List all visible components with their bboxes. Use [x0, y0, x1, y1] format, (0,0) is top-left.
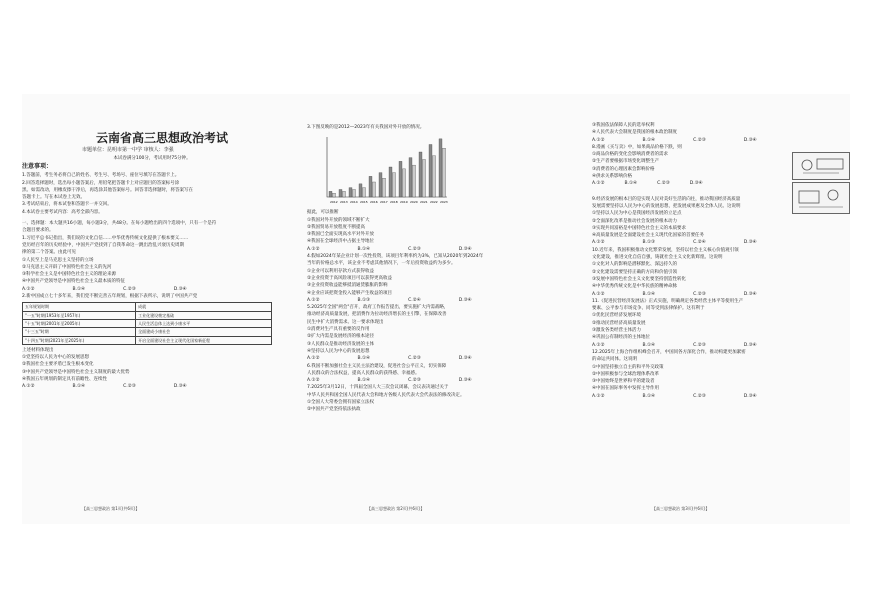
- option: D.③④: [458, 246, 472, 252]
- option: B.①④: [357, 246, 371, 252]
- option: B.①④: [642, 342, 656, 348]
- table-row: [23, 328, 272, 336]
- chart-bar: [423, 160, 426, 198]
- section-heading: 一、选择题：本大题共16小题，每小题3分，共48分。在每小题给出的四个选项中，只有一个是符: [22, 221, 217, 227]
- question-line: ②扩大内需是发展经济的根本途径: [307, 334, 375, 340]
- exam-title: 云南省高三思想政治考试: [95, 131, 228, 145]
- option: B.①④: [357, 356, 371, 362]
- option: D.③④: [173, 384, 187, 390]
- chart-bar: [359, 184, 362, 197]
- question-line: ①优化民营经济发展环境: [592, 313, 642, 319]
- table-header: 成就: [136, 303, 272, 311]
- question-line: ④中国在国际事务中发挥主导作用: [592, 386, 660, 392]
- question-line: ③激发各类经营主体活力: [592, 328, 642, 334]
- chart-bar: [329, 192, 332, 198]
- option: D.③④: [458, 356, 472, 362]
- question-line: ①文化对人的影响是潜移默化、深远持久的: [592, 262, 678, 268]
- option: A.①②: [22, 286, 35, 292]
- answer-options: [592, 393, 850, 400]
- question-line: 7.2025年3月12日，十四届全国人大三次会议闭幕，会议表决通过关于: [307, 385, 449, 391]
- option: D.③④: [689, 181, 703, 187]
- chart-bar: [403, 169, 406, 197]
- answer-options: [307, 355, 569, 362]
- question-3: 3.下图反映的是2012—2023年有关我国对外开放的情况。: [307, 125, 425, 130]
- option: C.②④: [693, 240, 706, 246]
- option: C.②③: [408, 356, 421, 362]
- question-5: [307, 304, 569, 362]
- question-line: ②中国共产党坚持依法执政: [307, 407, 361, 413]
- chart-bar: [433, 156, 436, 197]
- option: B.①④: [624, 181, 638, 187]
- chart-tick-label: 2012: [330, 200, 338, 205]
- chart-bar: [413, 165, 416, 197]
- chart-bar: [379, 173, 382, 197]
- option: C.②③: [408, 246, 421, 252]
- question-line: ②企业投资于高风险项目可以获得更高收益: [307, 275, 393, 281]
- question-line: 8.漫画《买与卖》中，如果商品价格下跌，则: [592, 144, 682, 150]
- option: D.③④: [173, 286, 187, 292]
- table-cell: 全面建成小康社会: [136, 328, 272, 336]
- notice-item: 2.回答选择题时，选出每小题答案后，用铅笔把答题卡上对应题目的答案标号涂: [22, 180, 180, 186]
- question-line: ③我国依法保障人民的选举权利: [592, 123, 655, 128]
- section-heading-cont: 合题目要求的。: [22, 228, 54, 234]
- option: A.①②: [592, 393, 605, 399]
- page-footer: 【高三思想政治 第2页(共6页)】: [367, 506, 425, 511]
- table-cell: 人民生活总体上达到小康水平: [136, 319, 272, 327]
- chart-bar: [373, 182, 376, 197]
- question-line: 民生中扩大消费需求。这一要求体现出: [307, 319, 384, 325]
- column-1: [22, 94, 282, 391]
- option: B.①④: [72, 384, 86, 390]
- question-line: ③中国始终是世界和平的建设者: [592, 379, 655, 385]
- question-line: 党历经百年的历史经验中，中国共产党找到了自我革命这一跳出治乱兴衰历史周期: [22, 242, 184, 248]
- option: C.②③: [123, 384, 136, 390]
- option: C.②③: [657, 181, 670, 187]
- table-row: [23, 336, 272, 344]
- comic-panel-2: [792, 182, 850, 214]
- answer-options: [592, 342, 850, 349]
- question-line: ④中华优秀传统文化是中华民族的精神命脉: [592, 284, 678, 290]
- option: D.③④: [743, 137, 757, 143]
- question-line: 9.经济发展的根本目的是实现人民对美好生活的向往，推动我国经济高质量: [592, 196, 741, 202]
- option: A.①②: [592, 181, 605, 187]
- table-row: [23, 311, 272, 319]
- question-line: 推动经济高质量发展，把消费作为拉动经济增长的主引擎，在保障改善: [307, 312, 447, 318]
- chart-tick-label: 2017: [380, 200, 388, 205]
- chart-bar: [343, 192, 346, 198]
- question-line: ②全面深化改革是推动社会发展的根本动力: [592, 218, 678, 224]
- option: A.①②: [592, 342, 605, 348]
- question-line: ①人民至上是马克思主义坚持的立场: [22, 257, 94, 263]
- page-footer: 【高三思想政治 第3页(共6页)】: [652, 506, 710, 511]
- chart-tick-label: 2016: [370, 200, 378, 205]
- question-line: 4.假如2024年某企业计划一次性投资，该项目年利率约为3%，已知从2020年到2024年: [307, 254, 484, 260]
- bar-chart: [317, 133, 487, 207]
- question-1: [22, 235, 282, 293]
- chart-bar: [393, 173, 396, 197]
- page-footer: 【高三思想政治 第1页(共6页)】: [82, 506, 140, 511]
- option: D.③④: [743, 240, 757, 246]
- question-line: ④我国在全球经济中占据主导地位: [307, 239, 375, 245]
- answer-options: [592, 291, 850, 298]
- exam-page: [22, 94, 850, 524]
- question-line: ①全国人大常委会拥有国家立法权: [307, 400, 375, 406]
- question-line: 11.《促进民营经济发展法》正式实施，明确规定各类经营主体平等使用生产: [592, 298, 744, 304]
- chart-tick-label: 2015: [360, 200, 368, 205]
- question-line: ③我国已全面实现高水平对外开放: [307, 232, 375, 238]
- option: C.②④: [408, 297, 421, 303]
- question-2: [22, 293, 282, 391]
- question-line: ②中国积极参与全球治理体系改革: [592, 371, 660, 377]
- option: C.②③: [693, 393, 706, 399]
- table-cell: "十四五"时期(2021年至2025年): [23, 336, 136, 344]
- option: B.①④: [72, 286, 86, 292]
- chart-tick-label: 2023: [440, 200, 448, 205]
- answer-options: [307, 377, 569, 384]
- question-line: ①坚持以人民为中心是我国经济发展的立足点: [592, 211, 682, 217]
- chart-tick-label: 2019: [400, 200, 408, 205]
- chart-bar: [409, 158, 412, 197]
- option: D.③④: [458, 378, 472, 384]
- question-12: [592, 349, 850, 400]
- chart-tick-label: 2013: [340, 200, 348, 205]
- chart-bar: [399, 162, 402, 198]
- question-line: ③消费者的心理因素会影响价格: [592, 166, 655, 172]
- notice-item: 1.答题前，考生务必将自己的姓名、考生号、考场号、座位号填写在答题卡上。: [22, 173, 180, 179]
- question-line: ④我国五年规划的制定具有前瞻性、连续性: [22, 377, 108, 383]
- question-line: 5.2025年全国"两会"召开，政府工作报告提出，要实施扩大内需战略，: [307, 305, 449, 311]
- option: B.①④: [642, 393, 656, 399]
- answer-options: [307, 297, 569, 304]
- comic-panel-1: [792, 152, 850, 180]
- chart-bar: [349, 188, 352, 197]
- question-10: [592, 247, 850, 298]
- question-7: [307, 384, 569, 413]
- question-line: ④企业应该把资金投入能够产生收益的项目: [307, 290, 393, 296]
- answer-options: [22, 383, 282, 390]
- table-row: [23, 303, 272, 311]
- question-line: ②马克思主义开辟了中国特色社会主义的先河: [22, 264, 112, 270]
- question-line: 中华人民共和国全国人民代表大会和地方各级人民代表大会代表法的修改决定。: [307, 392, 465, 398]
- option: C.②③: [693, 291, 706, 297]
- question-line: ④高质量发展是全面建设社会主义现代化国家的首要任务: [592, 233, 705, 239]
- option: C.②③: [693, 137, 706, 143]
- table-cell: 工业化建设奠定基础: [136, 311, 272, 319]
- option: A.①②: [592, 291, 605, 297]
- question-4: [307, 253, 569, 304]
- question-line: ③实现共同富裕是中国特色社会主义的本质要求: [592, 225, 687, 231]
- question-line: ②我国社会主要矛盾已发生根本变化: [22, 362, 94, 368]
- option: B.①③: [357, 297, 371, 303]
- question-line: ④人民代表大会制度是我国的根本政治制度: [592, 130, 678, 136]
- notice-item: 3.考试结束后，将本试卷和答题卡一并交回。: [22, 202, 112, 208]
- option: A.①②: [592, 137, 605, 143]
- question-line: 6.我国不断加强社会主义民主法治建设，促进社会公平正义，切实保障: [307, 363, 447, 369]
- option: D.③④: [458, 297, 472, 303]
- question-11: [592, 298, 850, 349]
- question-line: ②生产者要根据市场变化调整生产: [592, 159, 660, 165]
- chart-bar: [333, 194, 336, 198]
- answer-options: [22, 286, 282, 293]
- question-line: 当年的价格总水平，该企业不考虑其他情况下，一年后投资收益约为多少。: [307, 261, 456, 267]
- option: B.①③: [642, 240, 656, 246]
- question-line: 要素、公平参与市场竞争、同等受到法律保护。这有利于: [592, 306, 705, 312]
- option: A.①②: [22, 384, 35, 390]
- table-header: 五年规划时期: [23, 303, 136, 311]
- chart-bar: [443, 149, 446, 198]
- column-2: [307, 124, 569, 414]
- chart-bar: [383, 179, 386, 198]
- question-line: 律的第二个答案。由此可见: [22, 250, 76, 256]
- option: A.①②: [307, 297, 320, 303]
- option: A.①②: [307, 356, 320, 362]
- notice-item: 答题卡上。写在本试卷上无效。: [22, 195, 85, 201]
- option: D.③④: [743, 342, 757, 348]
- question-6: [307, 363, 569, 385]
- question-line: ①我国对外开放的领域不断扩大: [307, 217, 370, 223]
- chart-tick-label: 2021: [420, 200, 428, 205]
- question-line: 2.新中国成立七十多年来，我们党不断完善五年规划，根据下表所示，说明了中国共产党: [22, 294, 198, 300]
- question-line: 人民群众的合法权益，提高人民群众的获得感、幸福感。: [307, 370, 420, 376]
- option: A.①②: [592, 240, 605, 246]
- question-line: ②文化建设需要坚持正确的方向和价值引领: [592, 269, 678, 275]
- question-line: ④坚持以人民为中心的发展思想: [307, 348, 370, 354]
- option: C.②③: [123, 286, 136, 292]
- option: C.②③: [693, 342, 706, 348]
- question-line: ④中国共产党领导是中国特色社会主义最本质的特征: [22, 279, 126, 285]
- question-8: [592, 144, 782, 188]
- question-line: ②我国贸易开放程度不断提高: [307, 224, 366, 230]
- table-cell: 开启全面建设社会主义现代化国家新征程: [136, 336, 272, 344]
- chart-bar: [419, 152, 422, 197]
- question-line: 发展需要坚持以人民为中心的发展思想，把发展成果惠及全体人民。这说明: [592, 203, 741, 209]
- notice-list: [22, 172, 282, 216]
- chart-bar: [369, 177, 372, 198]
- question-line: 10.近年来，我国积极推动文化繁荣发展，坚持以社会主义核心价值观引领: [592, 247, 739, 253]
- chart-bar: [363, 188, 366, 197]
- exam-subtitle: 市题单位：昆明市第一中学 审核人：李强: [82, 147, 174, 153]
- question-line: 12.2025年上海合作组织峰会召开，中国同各方深化合作，推动构建更加紧密: [592, 349, 746, 355]
- table-cell: "一五"时期(1953年至1957年): [23, 311, 136, 319]
- question-line: ①企业可以利用存款方式获得收益: [307, 268, 375, 274]
- score-line: 本试卷满分100分，考试用时75分钟。: [113, 156, 191, 161]
- notice-item: 黑。如需改动，用橡皮擦干净后，再选涂其他答案标号。回答非选择题时，将答案写在: [22, 187, 193, 193]
- answer-options: [307, 246, 569, 253]
- question-line: ①商品价格的变化会影响消费者的需求: [592, 152, 669, 158]
- notice-item: 4.本试卷主要考试内容：高考全部内容。: [22, 209, 103, 215]
- option: B.①④: [642, 137, 656, 143]
- answer-options: [592, 239, 850, 246]
- chart-bar: [339, 190, 342, 198]
- option: A.①②: [307, 246, 320, 252]
- question-line: ①中国坚持独立自主的和平外交政策: [592, 364, 664, 370]
- question-line: ③发展中国特色社会主义文化要坚持创造性转化: [592, 276, 687, 282]
- chart-tick-label: 2020: [410, 200, 418, 205]
- question-line: 1.习近平总书记指出，我们说的文化自信……中华优秀传统文化提供了根本要义……: [22, 235, 189, 241]
- option: C.②③: [408, 378, 421, 384]
- option: B.①④: [357, 378, 371, 384]
- question-line: 上述材料体现出: [22, 347, 54, 353]
- question-line: ③中国共产党领导是中国特色社会主义制度的最大优势: [22, 369, 130, 375]
- question-line: ④供求关系影响价格: [592, 174, 633, 180]
- chart-tick-label: 2018: [390, 200, 398, 205]
- question-line: 文化建设，推进文化自信自强，铸就社会主义文化新辉煌。这说明: [592, 255, 723, 261]
- question-line: ①党坚持以人民为中心的发展思想: [22, 355, 90, 361]
- table-cell: "十三五"时期: [23, 328, 136, 336]
- answer-options: [592, 180, 782, 187]
- chart-bar: [439, 139, 442, 197]
- question-line: ③企业投资收益能够抵消通货膨胀的影响: [307, 283, 388, 289]
- question-line: ④巩固公有制经济的主体地位: [592, 335, 651, 341]
- answer-options: [592, 137, 850, 144]
- chart-bar: [389, 167, 392, 197]
- chart-tick-label: 2014: [350, 200, 358, 205]
- comic-illustration-icon: [793, 183, 849, 213]
- question-line: 据此，可以推断: [307, 210, 339, 216]
- chart-tick-label: 2022: [430, 200, 438, 205]
- option: D.③④: [743, 393, 757, 399]
- table-cell: "十五"时期(2001年至2005年): [23, 319, 136, 327]
- chart-bar: [429, 145, 432, 198]
- option: B.①④: [642, 291, 656, 297]
- option: A.①②: [307, 378, 320, 384]
- comic-illustration-icon: [793, 153, 849, 179]
- option: D.③④: [743, 291, 757, 297]
- chart-bar: [353, 190, 356, 198]
- question-line: ②推动民营经济高质量发展: [592, 320, 646, 326]
- question-line: ③人民群众是推动经济发展的主体: [307, 341, 375, 347]
- question-line: ③科学社会主义是中国特色社会主义的理论来源: [22, 272, 117, 278]
- notice-heading: 注意事项：: [22, 163, 53, 171]
- plan-table: [22, 302, 272, 344]
- question-line: ①消费对生产具有重要的反作用: [307, 327, 370, 333]
- table-row: [23, 319, 272, 327]
- chart-svg: [317, 133, 487, 207]
- question-line: 的命运共同体。这说明: [592, 357, 637, 363]
